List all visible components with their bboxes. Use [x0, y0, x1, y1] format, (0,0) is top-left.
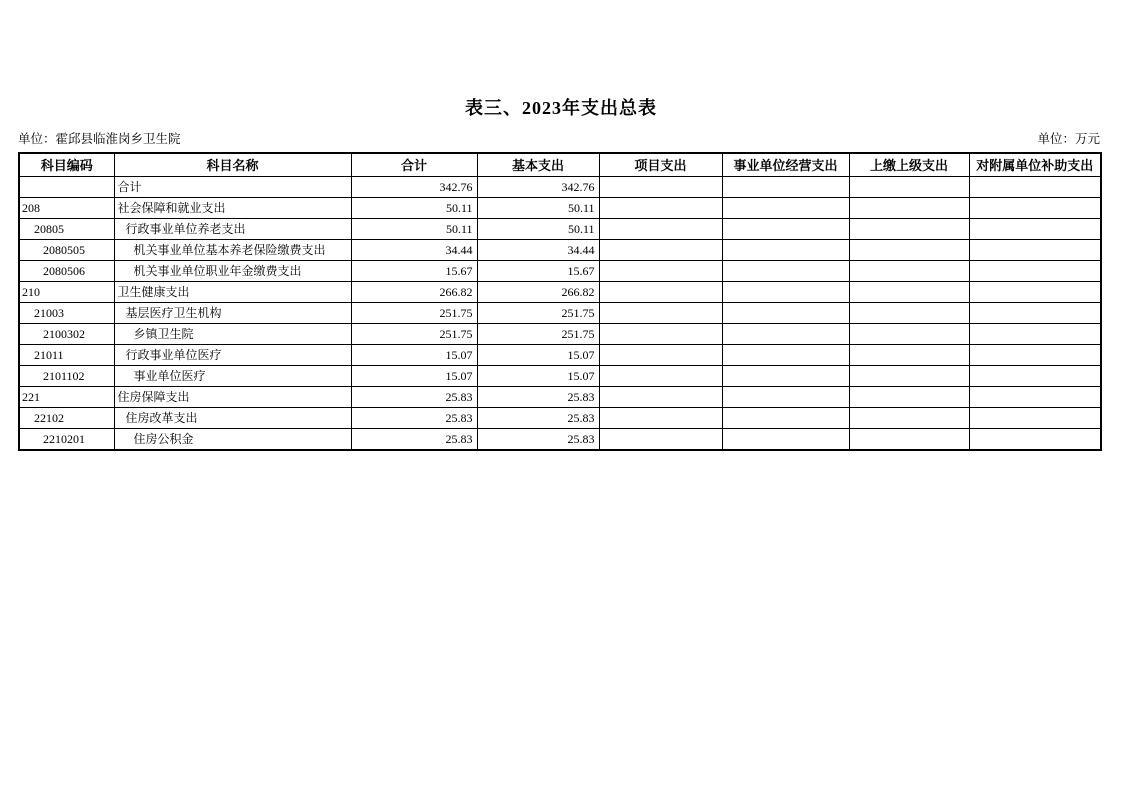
project-exp-value-cell: [599, 218, 722, 239]
subject-name-cell: 社会保障和就业支出: [114, 197, 351, 218]
upper-level-exp-value-cell: [849, 281, 969, 302]
subject-code-cell: 221: [19, 386, 114, 407]
subject-name-cell: 行政事业单位养老支出: [114, 218, 351, 239]
upper-level-exp-value-cell: [849, 428, 969, 450]
project-exp-value-cell: [599, 407, 722, 428]
column-header-upper-level-exp: 上缴上级支出: [849, 153, 969, 176]
business-exp-value-cell: [722, 407, 849, 428]
total-value-cell: 251.75: [351, 302, 477, 323]
upper-level-exp-value-cell: [849, 302, 969, 323]
project-exp-value-cell: [599, 344, 722, 365]
affiliate-exp-value-cell: [969, 260, 1101, 281]
project-exp-value-cell: [599, 281, 722, 302]
expenditure-table-body: [19, 176, 1101, 450]
total-value-cell: 251.75: [351, 323, 477, 344]
total-value-cell: 25.83: [351, 428, 477, 450]
subject-name-cell: 住房改革支出: [114, 407, 351, 428]
table-row: [19, 428, 1101, 450]
business-exp-value-cell: [722, 281, 849, 302]
affiliate-exp-value-cell: [969, 365, 1101, 386]
subject-name-cell: 卫生健康支出: [114, 281, 351, 302]
basic-exp-value-cell: 50.11: [477, 218, 599, 239]
affiliate-exp-value-cell: [969, 386, 1101, 407]
subject-code-cell: 2210201: [19, 428, 114, 450]
affiliate-exp-value-cell: [969, 323, 1101, 344]
basic-exp-value-cell: 34.44: [477, 239, 599, 260]
project-exp-value-cell: [599, 365, 722, 386]
business-exp-value-cell: [722, 176, 849, 197]
business-exp-value-cell: [722, 239, 849, 260]
total-value-cell: 50.11: [351, 218, 477, 239]
affiliate-exp-value-cell: [969, 302, 1101, 323]
business-exp-value-cell: [722, 197, 849, 218]
page-title: 表三、2023年支出总表: [465, 98, 657, 118]
business-exp-value-cell: [722, 260, 849, 281]
basic-exp-value-cell: 25.83: [477, 386, 599, 407]
affiliate-exp-value-cell: [969, 344, 1101, 365]
subject-code-cell: 22102: [19, 407, 114, 428]
subject-name-cell: 乡镇卫生院: [114, 323, 351, 344]
subject-name-cell: 住房公积金: [114, 428, 351, 450]
basic-exp-value-cell: 50.11: [477, 197, 599, 218]
basic-exp-value-cell: 25.83: [477, 428, 599, 450]
project-exp-value-cell: [599, 428, 722, 450]
upper-level-exp-value-cell: [849, 407, 969, 428]
project-exp-value-cell: [599, 260, 722, 281]
affiliate-exp-value-cell: [969, 239, 1101, 260]
table-row: [19, 386, 1101, 407]
affiliate-exp-value-cell: [969, 197, 1101, 218]
project-exp-value-cell: [599, 176, 722, 197]
business-exp-value-cell: [722, 302, 849, 323]
column-header-basic-exp: 基本支出: [477, 153, 599, 176]
affiliate-exp-value-cell: [969, 218, 1101, 239]
affiliate-exp-value-cell: [969, 176, 1101, 197]
upper-level-exp-value-cell: [849, 323, 969, 344]
basic-exp-value-cell: 15.07: [477, 365, 599, 386]
table-row: [19, 197, 1101, 218]
subject-name-cell: 行政事业单位医疗: [114, 344, 351, 365]
table-row: [19, 281, 1101, 302]
column-header-subject-code: 科目编码: [19, 153, 114, 176]
table-row: [19, 365, 1101, 386]
subject-name-cell: 合计: [114, 176, 351, 197]
subject-code-cell: 2101102: [19, 365, 114, 386]
column-header-total: 合计: [351, 153, 477, 176]
basic-exp-value-cell: 266.82: [477, 281, 599, 302]
table-row: [19, 260, 1101, 281]
table-header-row: [19, 153, 1101, 176]
column-header-project-exp: 项目支出: [599, 153, 722, 176]
subject-name-cell: 机关事业单位职业年金缴费支出: [114, 260, 351, 281]
total-value-cell: 15.07: [351, 344, 477, 365]
project-exp-value-cell: [599, 386, 722, 407]
total-value-cell: 25.83: [351, 407, 477, 428]
table-row: [19, 176, 1101, 197]
meta-row: [18, 129, 1100, 147]
affiliate-exp-value-cell: [969, 281, 1101, 302]
subject-code-cell: 2080505: [19, 239, 114, 260]
subject-name-cell: 住房保障支出: [114, 386, 351, 407]
business-exp-value-cell: [722, 218, 849, 239]
subject-code-cell: 2080506: [19, 260, 114, 281]
table-row: [19, 218, 1101, 239]
subject-code-cell: 21011: [19, 344, 114, 365]
business-exp-value-cell: [722, 365, 849, 386]
table-row: [19, 407, 1101, 428]
table-row: [19, 344, 1101, 365]
subject-code-cell: 210: [19, 281, 114, 302]
basic-exp-value-cell: 251.75: [477, 302, 599, 323]
upper-level-exp-value-cell: [849, 344, 969, 365]
total-value-cell: 50.11: [351, 197, 477, 218]
expenditure-table: [18, 152, 1102, 451]
project-exp-value-cell: [599, 302, 722, 323]
total-value-cell: 342.76: [351, 176, 477, 197]
upper-level-exp-value-cell: [849, 197, 969, 218]
basic-exp-value-cell: 15.07: [477, 344, 599, 365]
project-exp-value-cell: [599, 323, 722, 344]
upper-level-exp-value-cell: [849, 386, 969, 407]
subject-code-cell: 2100302: [19, 323, 114, 344]
upper-level-exp-value-cell: [849, 176, 969, 197]
total-value-cell: 25.83: [351, 386, 477, 407]
upper-level-exp-value-cell: [849, 239, 969, 260]
affiliate-exp-value-cell: [969, 428, 1101, 450]
total-value-cell: 15.67: [351, 260, 477, 281]
upper-level-exp-value-cell: [849, 218, 969, 239]
subject-name-cell: 基层医疗卫生机构: [114, 302, 351, 323]
column-header-business-exp: 事业单位经营支出: [722, 153, 849, 176]
upper-level-exp-value-cell: [849, 260, 969, 281]
table-row: [19, 323, 1101, 344]
affiliate-exp-value-cell: [969, 407, 1101, 428]
reporting-unit-label: 单位：霍邱县临淮岗乡卫生院: [18, 132, 181, 146]
table-row: [19, 239, 1101, 260]
upper-level-exp-value-cell: [849, 365, 969, 386]
business-exp-value-cell: [722, 428, 849, 450]
basic-exp-value-cell: 251.75: [477, 323, 599, 344]
subject-name-cell: 机关事业单位基本养老保险缴费支出: [114, 239, 351, 260]
business-exp-value-cell: [722, 386, 849, 407]
column-header-subject-name: 科目名称: [114, 153, 351, 176]
subject-name-cell: 事业单位医疗: [114, 365, 351, 386]
currency-unit-label: 单位：万元: [1037, 132, 1100, 146]
subject-code-cell: [19, 176, 114, 197]
business-exp-value-cell: [722, 344, 849, 365]
basic-exp-value-cell: 342.76: [477, 176, 599, 197]
project-exp-value-cell: [599, 197, 722, 218]
column-header-affiliate-exp: 对附属单位补助支出: [969, 153, 1101, 176]
basic-exp-value-cell: 25.83: [477, 407, 599, 428]
subject-code-cell: 21003: [19, 302, 114, 323]
total-value-cell: 34.44: [351, 239, 477, 260]
total-value-cell: 266.82: [351, 281, 477, 302]
subject-code-cell: 208: [19, 197, 114, 218]
basic-exp-value-cell: 15.67: [477, 260, 599, 281]
table-row: [19, 302, 1101, 323]
project-exp-value-cell: [599, 239, 722, 260]
business-exp-value-cell: [722, 323, 849, 344]
total-value-cell: 15.07: [351, 365, 477, 386]
subject-code-cell: 20805: [19, 218, 114, 239]
